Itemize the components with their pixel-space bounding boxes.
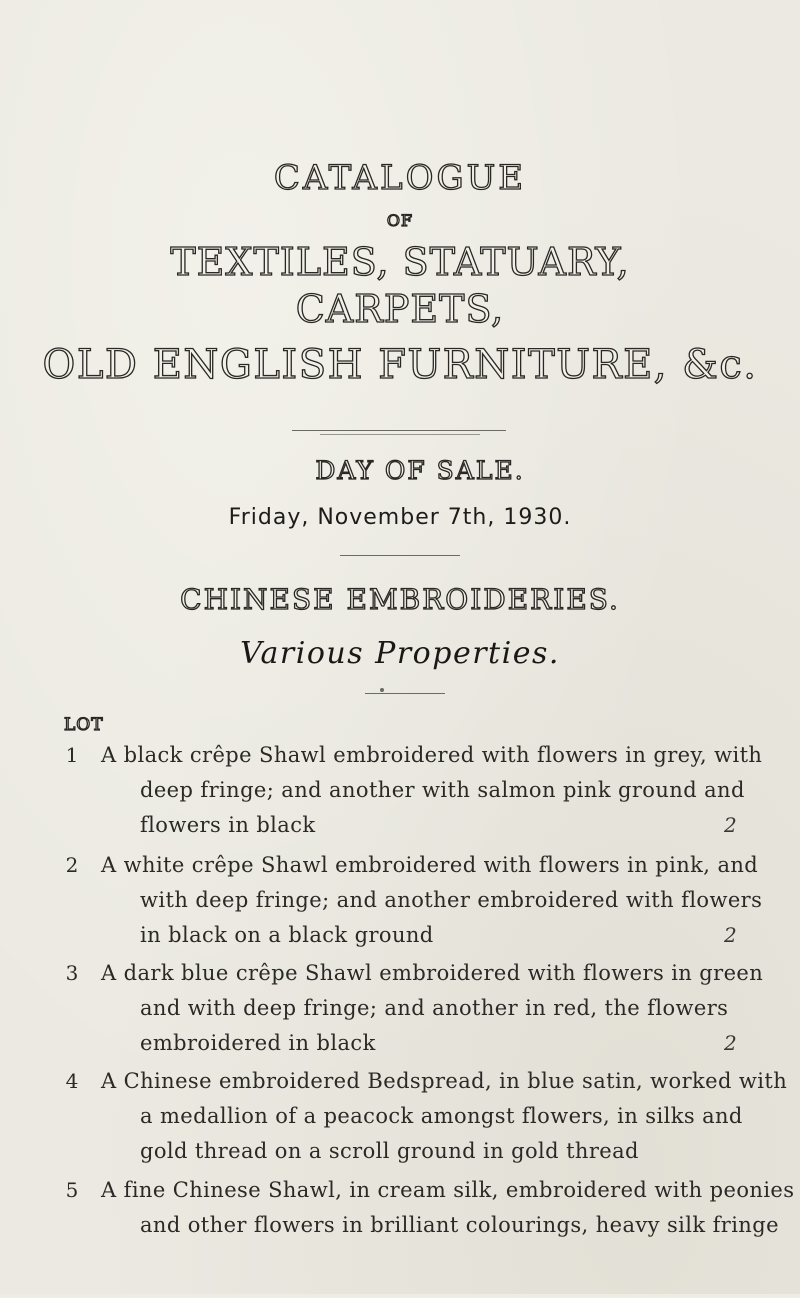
sale-date: Friday, November 7th, 1930. [228, 505, 572, 530]
subject-line-carpets: CARPETS, [295, 287, 505, 331]
divider-rule [340, 555, 460, 556]
lot-item [0, 1069, 800, 1189]
lot-description-line: A fine Chinese Shawl, in cream silk, embroidered with peonies [101, 1178, 795, 1202]
lot-column-header: LOT [64, 715, 104, 735]
catalogue-heading: CATALOGUE [273, 158, 527, 198]
lot-description-line: with deep fringe; and another embroidered with flowers [140, 888, 763, 912]
lot-description-line: A Chinese embroidered Bedspread, in blue satin, worked with [101, 1069, 788, 1093]
lot-number: 1 [65, 743, 79, 767]
lot-estimate: 2 [724, 813, 737, 837]
lot-description-line: A dark blue crêpe Shawl embroidered with flowers in green [101, 961, 764, 985]
lot-number: 2 [65, 853, 79, 877]
lot-item [0, 961, 800, 1081]
divider-ornament [380, 688, 384, 692]
lot-description-line: flowers in black [140, 813, 316, 837]
lot-number: 5 [65, 1178, 79, 1202]
lot-number: 4 [65, 1069, 79, 1093]
subject-line-textiles: TEXTILES, STATUARY, [170, 240, 630, 284]
section-heading: CHINESE EMBROIDERIES. [180, 583, 620, 616]
lot-item [0, 743, 800, 863]
subject-line-furniture: OLD ENGLISH FURNITURE, &c. [42, 342, 758, 388]
lot-item [0, 1178, 800, 1298]
divider-rule [365, 693, 445, 694]
section-subheading: Various Properties. [240, 636, 560, 671]
lot-description-line: A white crêpe Shawl embroidered with flowers in pink, and [101, 853, 759, 877]
lot-description-line: and with deep fringe; and another in red, the flowers [140, 996, 729, 1020]
divider-rule [292, 430, 506, 431]
lot-estimate: 2 [724, 923, 737, 947]
lot-description-line: A black crêpe Shawl embroidered with flowers in grey, with [101, 743, 763, 767]
lot-item [0, 853, 800, 973]
divider-rule [320, 434, 480, 435]
lot-description-line: embroidered in black [140, 1031, 376, 1055]
of-line: OF [386, 211, 414, 230]
lot-description-line: a medallion of a peacock amongst flowers, in silks and [140, 1104, 743, 1128]
lot-description-line: and other flowers in brilliant colourings, heavy silk fringe [140, 1213, 779, 1237]
lot-description-line: deep fringe; and another with salmon pink ground and [140, 778, 745, 802]
lot-number: 3 [65, 961, 79, 985]
lot-description-line: gold thread on a scroll ground in gold thread [140, 1139, 639, 1163]
lot-description-line: in black on a black ground [140, 923, 434, 947]
lot-estimate: 2 [724, 1031, 737, 1055]
day-of-sale-heading: DAY OF SALE. [315, 456, 525, 485]
